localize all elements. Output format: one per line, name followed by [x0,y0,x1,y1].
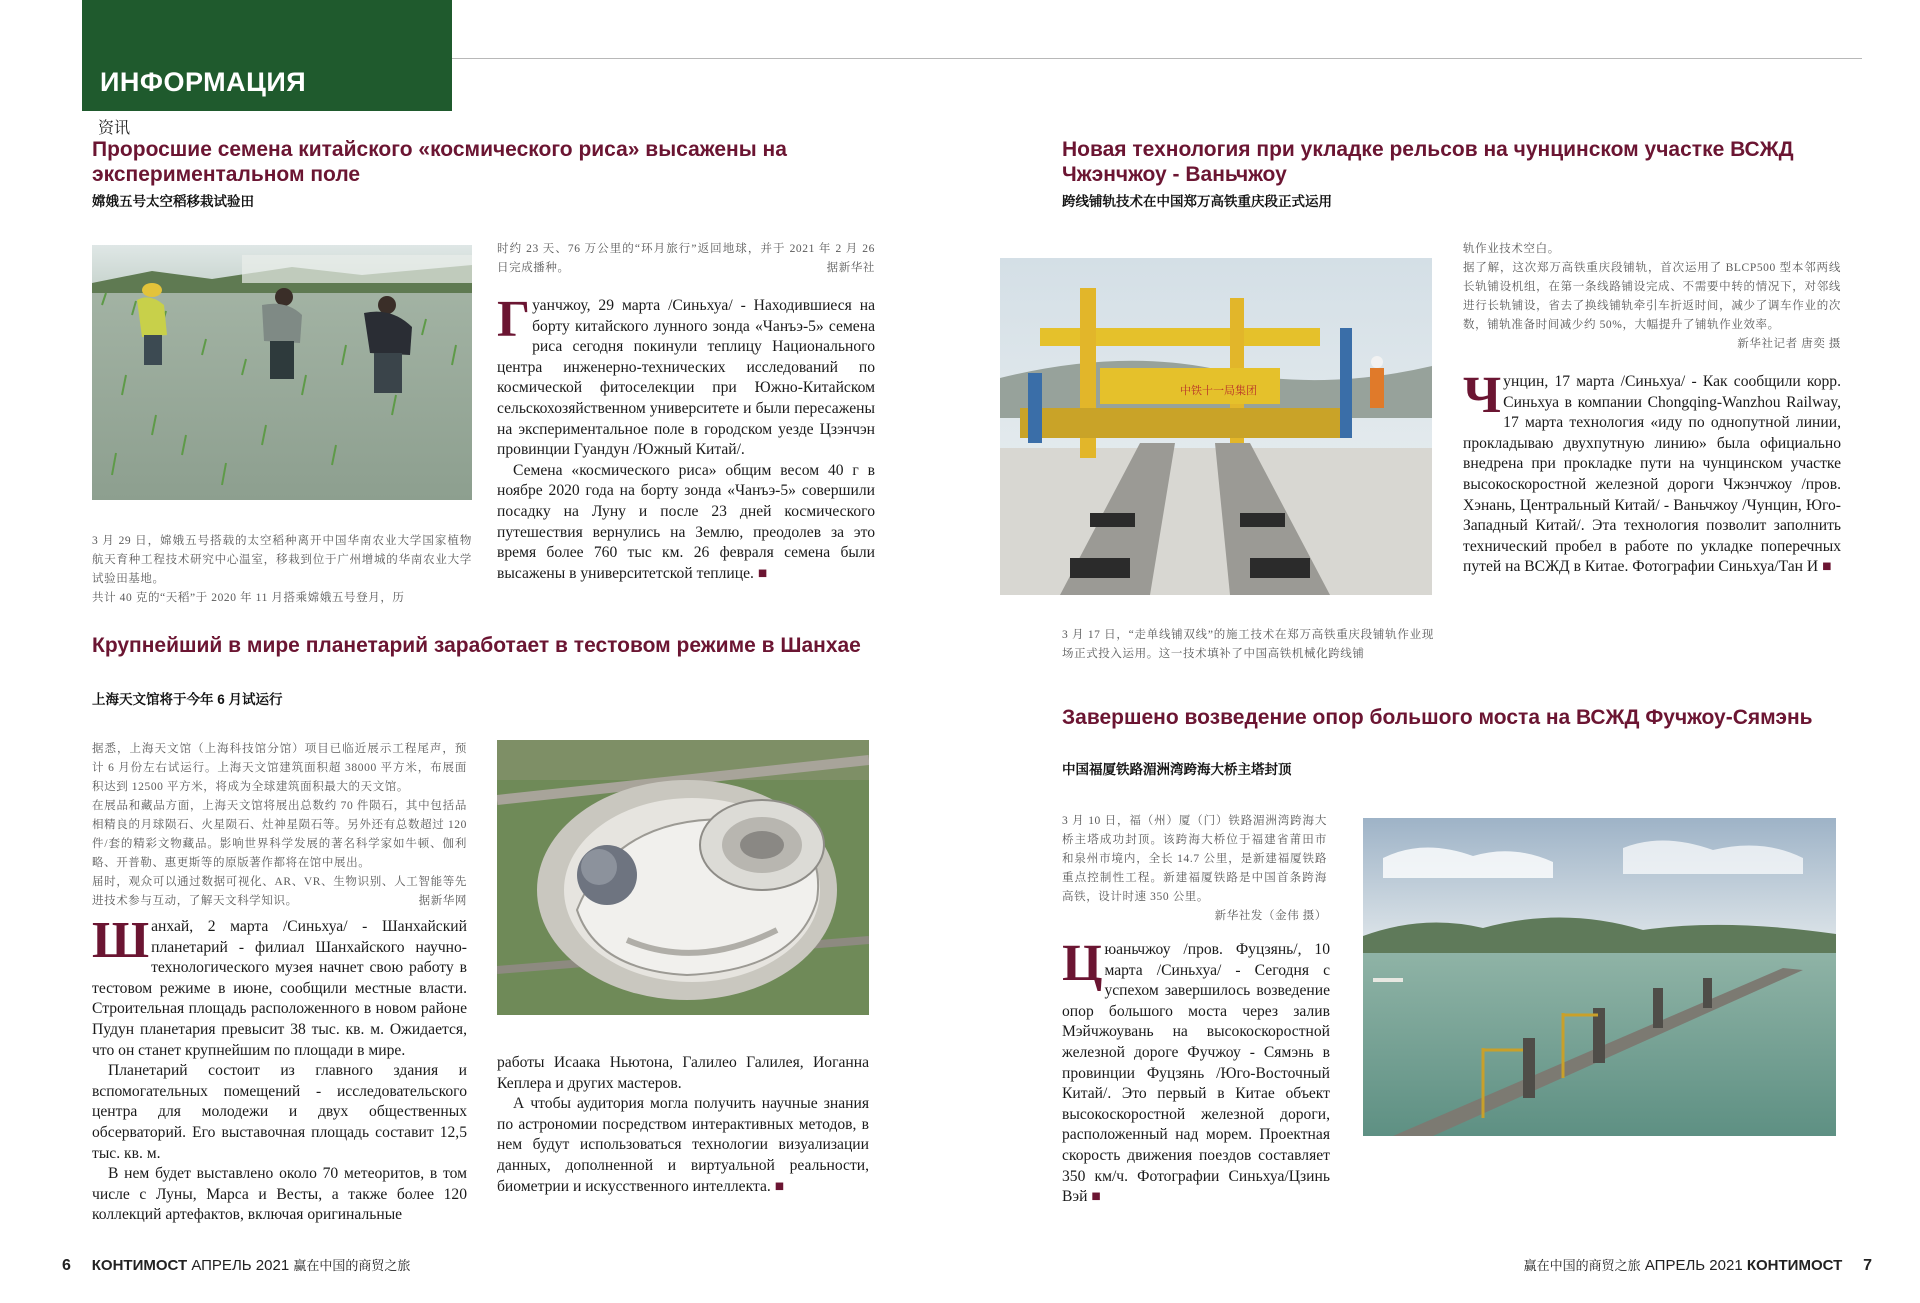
article-bridge-para-1 [1062,935,1330,1208]
footer-right-month: АПРЕЛЬ 2021 [1644,1257,1743,1274]
header-rule [452,58,1862,59]
planetarium-photo [497,740,869,1015]
article-planetarium-body-col2 [497,1053,869,1197]
footer-left-month: АПРЕЛЬ 2021 [191,1257,290,1274]
rail-laying-photo [1000,258,1432,595]
article-planetarium-para-5 [497,1094,869,1197]
bridge-caption-source: 新华社发（金伟 摄） [1214,910,1327,922]
rice-caption-continued-cn [497,240,875,278]
article-rails-para-1 [1463,367,1841,578]
article-bridge-para-1-text: юаньчжоу /пров. Фуцзянь/, 10 марта /Синьхуа/ - Сегодня с успехом завершилось возведение опор большого моста через залив Мэйчжоувань на высокоскоростной железной дороге Фучжоу - Сямэнь в провинции Фуцзянь /Юго-Восточный Китай/. Это первый в Китае объект высокоскоростной железной дороги, расположенный над морем. Проектная скорость движения поездов составляет 350 км/ч. Фотографии Синьхуа/Цзинь Вэй [1062,941,1330,1206]
article-rice-subtitle-cn: 嫦娥五号太空稻移栽试验田 [92,194,254,209]
rail-caption-continued-text: 轨作业技术空白。 据了解，这次郑万高铁重庆段铺轨，首次运用了 BLCP500 型本邻两线长轨铺设机组，在第一条线路铺设完成、不需要中转的情况下，对邻线进行长轨铺设，省去了换线铺轨牵引车折返时间，减少了调车作业的次数，铺轨准备时间减少约 50%，大幅提升了铺轨作业效率。 [1463,243,1841,331]
bridge-photo [1363,818,1836,1136]
article-bridge-body [1062,935,1330,1208]
rice-field-image [92,245,472,500]
article-rice-para-2-text: Семена «космического риса» общим весом 40 г в ноябре 2020 года на борту зонда «Чанъэ-5» совершили посадку на Луну и после 23 дней космического путешествия вернулись на Землю, преодолев за это время более 760 тыс км. 26 февраля семена были высажены в университетской теплице. [497,461,875,582]
article-rails-para-1-text: унцин, 17 марта /Синьхуа/ - Как сообщили корр. Синьхуа в компании Chongqing-Wanzhou Railway, 17 марта технология «иду по однопутной линии, прокладываю двухпутную линию» была официально внедрена при прокладке пути на чунцинском участке высокоскоростной железной дороги Чжэнчжоу /пров. Хэнань, Центральный Китай/ - Ваньчжоу /Чунцин, Юго-Западный Китай/. Эта технология позволит заполнить технический пробел в работе по укладке поперечных путей на ВСЖД в Китае. Фотографии Синьхуа/Тан И [1463,373,1841,576]
footer-right [1272,1255,1872,1275]
article-rails-subtitle-cn: 跨线铺轨技术在中国郑万高铁重庆段正式运用 [1062,194,1332,209]
article-planetarium-subtitle-cn: 上海天文馆将于今年 6 月试运行 [92,692,283,707]
article-bridge-drop-cap: Ц [1062,935,1103,992]
article-rails-drop-cap: Ч [1463,367,1502,424]
article-bridge-end-mark: ■ [1091,1188,1101,1206]
footer-left [62,1255,662,1275]
rice-field-photo [92,245,472,500]
footer-right-slogan: 赢在中国的商贸之旅 [1523,1258,1641,1273]
article-rice-drop-cap: Г [497,291,531,348]
article-rice-title: Проросшие семена китайского «космического риса» высажены на экспериментальном поле [92,138,787,186]
article-bridge-subtitle-cn: 中国福厦铁路湄洲湾跨海大桥主塔封顶 [1062,762,1292,777]
rice-caption-source: 据新华社 [826,262,875,274]
footer-left-brand: КОНТИМОСТ [91,1257,188,1274]
article-planetarium-para-1-text: анхай, 2 марта /Синьхуа/ - Шанхайский планетарий - филиал Шанхайского научно-технологического музея начнет свою работу в тестовом режиме в июне, сообщили местные власти. Строительная площадь расположенного в новом районе Пудун планетария превысит 38 тыс. кв. м. Ожидается, что он станет крупнейшим по площади в мире. [92,918,467,1059]
article-rails-end-mark: ■ [1822,558,1832,576]
planetarium-caption-text: 据悉，上海天文馆（上海科技馆分馆）项目已临近展示工程尾声，预计 6 月份左右试运行。上海天文馆建筑面积超 38000 平方米，布展面积达到 12500 平方米，将成为全球建筑面积最大的天文馆。 在展品和藏品方面，上海天文馆将展出总数约 70 件陨石，其中包括品相精良的月球陨石、火星陨石、灶神星陨石等。另外还有总数超过 120 件/套的精彩文物藏品。影响世界科学发展的著名科学家如牛顿、伽利略、开普勒、惠更斯等的原版著作都将在馆中展出。 届时，观众可以通过数据可视化、AR、VR、生物识别、人工智能等先进技术参与互动，了解天文科学知识。 [92,743,467,907]
article-planetarium-para-1 [92,912,467,1061]
article-planetarium-para-2: Планетарий состоит из главного здания и вспомогательных помещений - исследовательского центра для молодежи и двух общественных обсерваторий. Его выставочная площадь составит 12,5 тыс. кв. м. [92,1062,467,1162]
bridge-caption-cn [1062,812,1327,926]
article-rice-body [497,291,875,584]
planetarium-caption-source: 据新华网 [418,895,467,907]
bridge-caption-text: 3 月 10 日，福（州）厦（门）铁路湄洲湾跨海大桥主塔成功封顶。该跨海大桥位于福建省莆田市和泉州市境内，全长 14.7 公里，是新建福厦铁路重点控制性工程。新建福厦铁路是中国首条跨海高铁，设计时速 350 公里。 [1062,815,1327,903]
article-planetarium-body-col1 [92,912,467,1226]
article-bridge-title: Завершено возведение опор большого моста на ВСЖД Фучжоу-Сямэнь [1062,706,1813,729]
article-rice-para-2 [497,461,875,585]
rail-laying-image [1000,258,1432,595]
article-rails-title: Новая технология при укладке рельсов на чунцинском участке ВСЖД Чжэнчжоу - Ваньчжоу [1062,138,1794,186]
page-number-right: 7 [1863,1257,1872,1274]
footer-right-brand: КОНТИМОСТ [1746,1257,1843,1274]
article-rice-end-mark: ■ [757,564,768,582]
planetarium-caption-cn [92,740,467,911]
page-number-left: 6 [62,1257,71,1274]
rice-photo-caption-cn: 3 月 29 日，嫦娥五号搭载的太空稻种离开中国华南农业大学国家植物航天育种工程技术研究中心温室，移栽到位于广州增城的华南农业大学试验田基地。 共计 40 克的“天稻”于 2020 年 11 月搭乘嫦娥五号登月，历 [92,535,472,604]
footer-left-slogan: 赢在中国的商贸之旅 [293,1258,411,1273]
article-planetarium-drop-cap: Ш [92,912,150,969]
planetarium-image [497,740,869,1015]
article-rice-para-1-text: уанчжоу, 29 марта /Синьхуа/ - Находившиеся на борту китайского лунного зонда «Чанъэ-5» семена риса сегодня покинули теплицу Национального центра инженерно-технических исследований по космической фитоселекции при Южно-Китайском сельскохозяйственном университете и были пересажены на экспериментальное поле в городском уезде Цзэнчэн провинции Гуандун /Южный Китай/. [497,297,875,459]
article-rice-para-1 [497,291,875,461]
article-planetarium-title: Крупнейший в мире планетарий заработает в тестовом режиме в Шанхае [92,634,861,657]
bridge-image [1363,818,1836,1136]
rail-caption-source: 新华社记者 唐奕 摄 [1737,338,1841,350]
section-title: ИНФОРМАЦИЯ [100,67,307,97]
article-rails-body [1463,367,1841,578]
article-planetarium-para-4: работы Исаака Ньютона, Галилео Галилея, Иоганна Кеплера и других мастеров. [497,1054,869,1092]
article-planetarium-end-mark: ■ [774,1177,785,1195]
section-title-cn: 资讯 [98,120,131,137]
rail-machine-sign: 中铁十一局集团 [1180,384,1257,397]
rail-photo-caption-cn: 3 月 17 日，“走单线铺双线”的施工技术在郑万高铁重庆段铺轨作业现场正式投入运用。这一技术填补了中国高铁机械化跨线铺 [1062,629,1434,660]
article-planetarium-para-3: В нем будет выставлено около 70 метеоритов, в том числе с Луны, Марса и Весты, а также более 120 коллекций артефактов, включая оригинальные [92,1165,467,1224]
article-planetarium-para-5-text: А чтобы аудитория могла получить научные знания по астрономии посредством интерактивных методов, в нем будут использоваться технологии визуализации данных, дополненной и виртуальной реальности, биометрии и искусственного интеллекта. [497,1095,869,1195]
rail-caption-continued-cn [1463,240,1841,354]
rice-caption-continued-text: 时约 23 天、76 万公里的“环月旅行”返回地球，并于 2021 年 2 月 26 日完成播种。 [497,243,875,274]
